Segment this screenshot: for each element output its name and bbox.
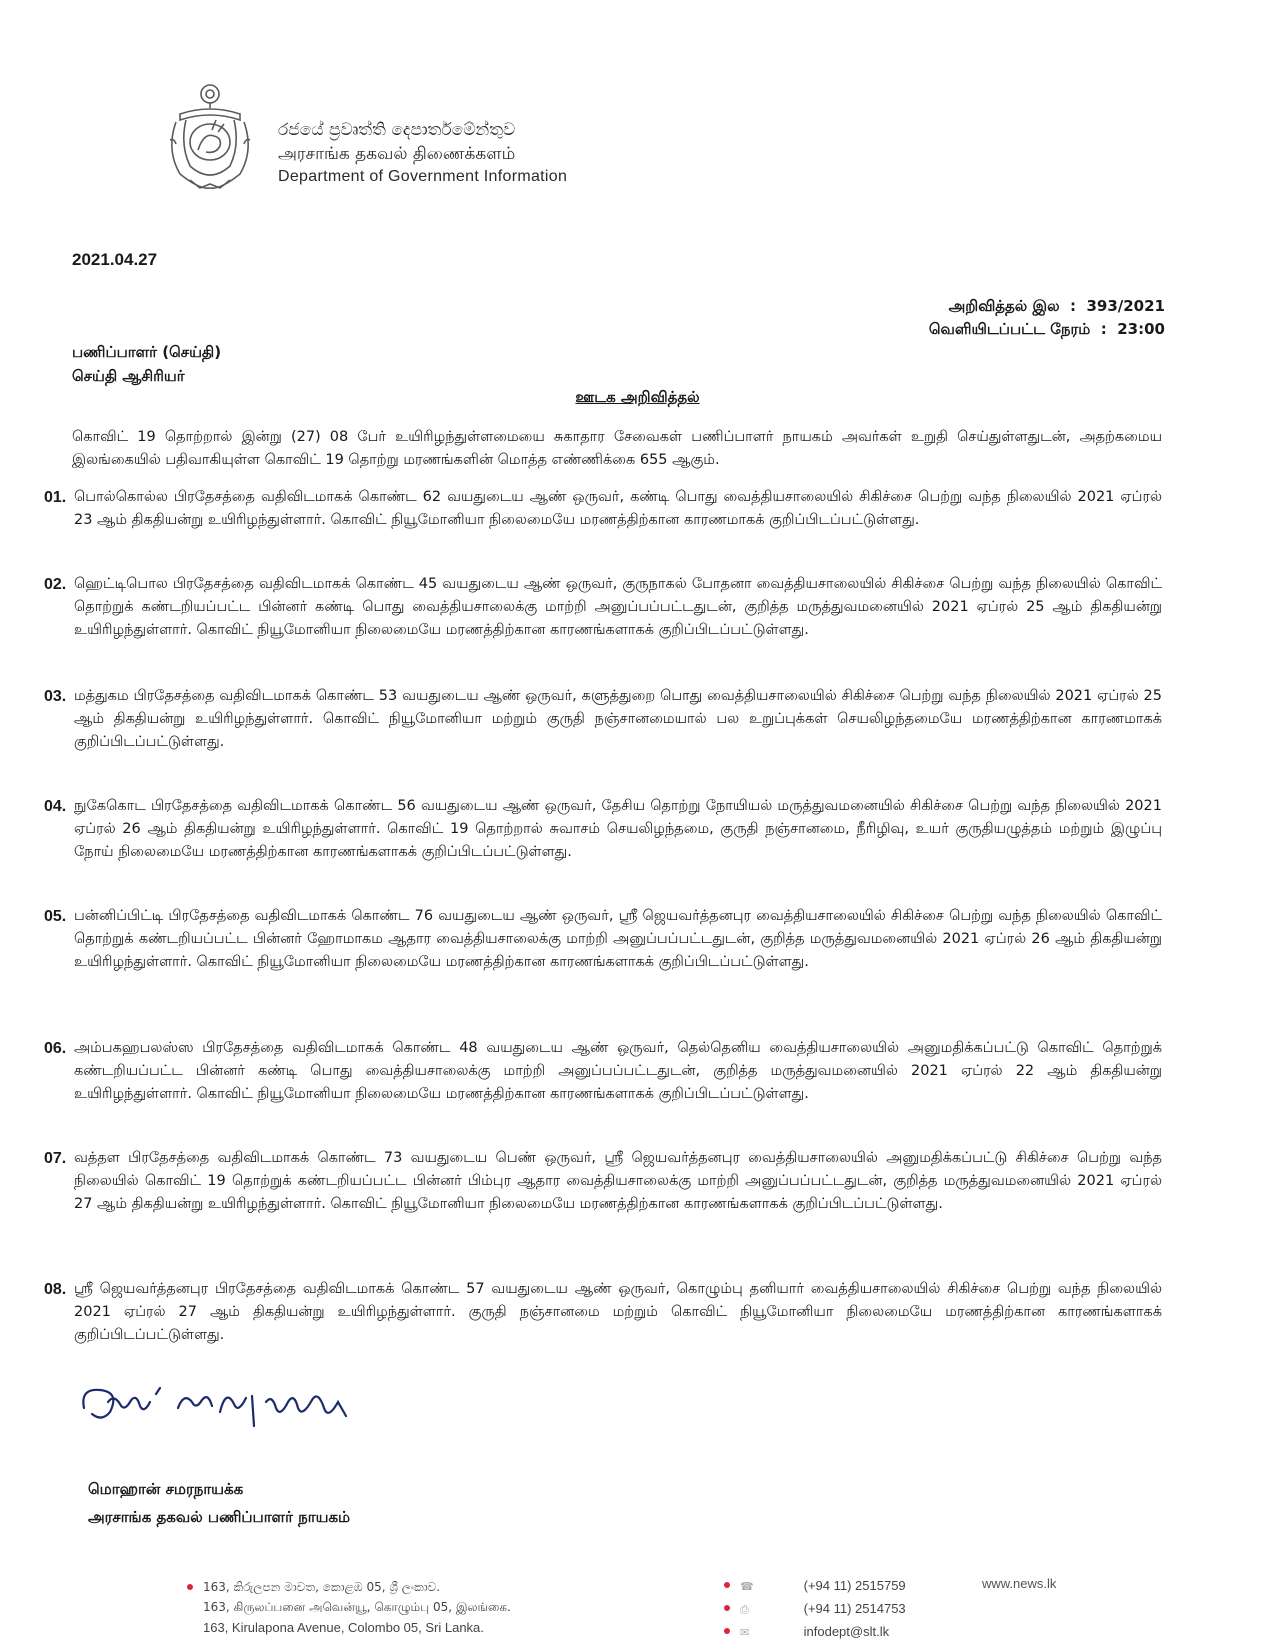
release-time bbox=[929, 320, 1165, 340]
list-item bbox=[44, 1037, 1162, 1106]
item-number: 08. bbox=[44, 1281, 67, 1298]
item-number: 06. bbox=[44, 1040, 67, 1057]
signer-name: மொஹான் சமரநாயக்க bbox=[88, 1480, 244, 1498]
sri-lanka-emblem-logo bbox=[160, 80, 260, 192]
list-item bbox=[44, 905, 1162, 974]
notice-number-separator: : bbox=[1064, 297, 1082, 315]
document-heading: ஊடக அறிவித்தல் bbox=[575, 388, 700, 406]
telephone-number: (+94 11) 2515759 bbox=[803, 1578, 906, 1593]
intro-paragraph: கொவிட் 19 தொற்றால் இன்று (27) 08 பேர் உயிரிழந்துள்ளமையை சுகாதார சேவைகள் பணிப்பாளர் நாயகம் அவர்கள் உறுதி செய்துள்ளதுடன், அதற்கமைய இலங்கையில் பதிவாகியுள்ள கொவிட் 19 தொற்று மரணங்களின் மொத்த எண்ணிக்கை 655 ஆகும். bbox=[72, 429, 1162, 468]
list-item bbox=[44, 486, 1162, 532]
email-icon: ✉ bbox=[740, 1627, 750, 1639]
notice-number-value: 393/2021 bbox=[1086, 297, 1165, 315]
item-text: ஸ்ரீ ஜெயவர்த்தனபுர பிரதேசத்தை வதிவிடமாகக் கொண்ட 57 வயதுடைய ஆண் ஒருவர், கொழும்பு தனியார் வைத்தியசாலையில் சிகிச்சை பெற்று வந்த நிலையில் 2021 ஏப்ரல் 27 ஆம் திகதியன்று உயிரிழந்துள்ளார். குருதி நஞ்சானமை மற்றும் கொவிட் நியூமோனியா நிலைமையே மரணத்திற்கான காரணங்களாகக் குறிப்பிடப்பட்டுள்ளது. bbox=[74, 1281, 1162, 1343]
item-text: மத்துகம பிரதேசத்தை வதிவிடமாகக் கொண்ட 53 வயதுடைய ஆண் ஒருவர், களுத்துறை பொது வைத்தியசாலையில் சிகிச்சை பெற்று வந்த நிலையில் 2021 ஏப்ரல் 25 ஆம் திகதியன்று உயிரிழந்துள்ளார். கொவிட் நியூமோனியா மற்றும் குருதி நஞ்சானமையால் பல உறுப்புக்கள் செயலிழந்தமையே மரணத்திற்கான காரணமாகக் குறிப்பிடப்பட்டுள்ளது. bbox=[74, 688, 1162, 750]
item-text: பொல்கொல்ல பிரதேசத்தை வதிவிடமாகக் கொண்ட 62 வயதுடைய ஆண் ஒருவர், கண்டி பொது வைத்தியசாலையில் சிகிச்சை பெற்று வந்த நிலையில் 2021 ஏப்ரல் 23 ஆம் திகதியன்று உயிரிழந்துள்ளார். கொவிட் நியூமோனியா நிலைமையே மரணத்திற்கான காரணமாகக் குறிப்பிடப்பட்டுள்ளது. bbox=[74, 489, 1162, 528]
notice-number-label: அறிவித்தல் இல bbox=[948, 297, 1060, 315]
handwritten-signature bbox=[80, 1378, 360, 1438]
website-link[interactable]: www.news.lk bbox=[982, 1576, 1057, 1591]
item-text: அம்பகஹபலஸ்ஸ பிரதேசத்தை வதிவிடமாகக் கொண்ட 48 வயதுடைய ஆண் ஒருவர், தெல்தெனிய வைத்தியசாலையில் அனுமதிக்கப்பட்டு கொவிட் தொற்றுக் கண்டறியப்பட்ட பின்னர் கண்டி பொது வைத்தியசாலைக்கு மாற்றி அனுப்பப்பட்டதுடன், குறித்த மருத்துவமனையில் 2021 ஏப்ரல் 22 ஆம் திகதியன்று உயிரிழந்துள்ளார். கொவிட் நியூமோனியா நிலைமையே மரணத்திற்கான காரணங்களாகக் குறிப்பிடப்பட்டுள்ளது. bbox=[74, 1040, 1162, 1102]
fax-icon: ⎙ bbox=[740, 1604, 749, 1616]
list-item bbox=[44, 685, 1162, 754]
footer-address-sinhala bbox=[203, 1580, 440, 1595]
header-sinhala-name: රජයේ ප්‍රවෘත්ති දෙපාර්තමේන්තුව bbox=[278, 120, 516, 140]
bullet-dot-icon bbox=[724, 1582, 730, 1588]
item-number: 05. bbox=[44, 908, 67, 925]
list-item bbox=[44, 1147, 1162, 1216]
bullet-dot-icon bbox=[187, 1584, 193, 1590]
release-time-separator: : bbox=[1095, 320, 1113, 338]
addressee-line-1: பணிப்பாளர் (செய்தி) bbox=[72, 343, 222, 361]
notice-number bbox=[949, 297, 1165, 317]
contact-email bbox=[740, 1624, 889, 1639]
addressee-line-2: செய்தி ஆசிரியர் bbox=[72, 367, 185, 385]
footer-address-sinhala-text: 163, කිරුලපන මාවත, කොළඹ 05, ශ්‍රී ලංකාව. bbox=[203, 1580, 441, 1594]
signer-title: அரசாங்க தகவல் பணிப்பாளர் நாயகம் bbox=[88, 1508, 351, 1526]
footer-address-english: 163, Kirulapona Avenue, Colombo 05, Sri Lanka. bbox=[203, 1620, 484, 1635]
bullet-dot-icon bbox=[724, 1605, 730, 1611]
header-english-name: Department of Government Information bbox=[278, 168, 568, 185]
item-number: 03. bbox=[44, 688, 67, 705]
item-text: நுகேகொட பிரதேசத்தை வதிவிடமாகக் கொண்ட 56 வயதுடைய ஆண் ஒருவர், தேசிய தொற்று நோயியல் மருத்துவமனையில் சிகிச்சை பெற்று வந்த நிலையில் 2021 ஏப்ரல் 26 ஆம் திகதியன்று உயிரிழந்துள்ளார். கொவிட் 19 தொற்றால் சுவாசம் செயலிழந்தமை, குருதி நஞ்சானமை, நீரிழிவு, உயர் குருதியழுத்தம் மற்றும் இழுப்பு நோய் நிலைமையே மரணத்திற்கான காரணங்களாகக் குறிப்பிடப்பட்டுள்ளது. bbox=[74, 798, 1162, 860]
list-item bbox=[44, 795, 1162, 864]
bullet-dot-icon bbox=[724, 1628, 730, 1634]
item-text: வத்தள பிரதேசத்தை வதிவிடமாகக் கொண்ட 73 வயதுடைய பெண் ஒருவர், ஸ்ரீ ஜெயவர்த்தனபுர வைத்தியசாலையில் அனுமதிக்கப்பட்டு சிகிச்சை பெற்று வந்த நிலையில் கொவிட் 19 தொற்றுக் கண்டறியப்பட்ட பின்னர் பிம்புர ஆதார வைத்தியசாலைக்கு மாற்றி அனுப்பப்பட்டதுடன், குறித்த மருத்துவமனையில் 2021 ஏப்ரல் 27 ஆம் திகதியன்று உயிரிழந்துள்ளார். கொவிட் நியூமோனியா நிலைமையே மரணத்திற்கான காரணங்களாகக் குறிப்பிடப்பட்டுள்ளது. bbox=[74, 1150, 1162, 1212]
item-number: 04. bbox=[44, 798, 67, 815]
release-time-value: 23:00 bbox=[1117, 320, 1165, 338]
release-time-label: வெளியிடப்பட்ட நேரம் bbox=[928, 320, 1091, 338]
fax-number: (+94 11) 2514753 bbox=[803, 1601, 906, 1616]
list-item bbox=[44, 573, 1162, 642]
email-address: infodept@slt.lk bbox=[803, 1624, 890, 1639]
contact-fax bbox=[740, 1601, 906, 1617]
item-number: 07. bbox=[44, 1150, 67, 1167]
footer-address-tamil: 163, கிருலப்பனை அவென்யூ, கொழும்பு 05, இலங்கை. bbox=[203, 1600, 511, 1614]
phone-icon: ☎ bbox=[740, 1581, 754, 1593]
list-item bbox=[44, 1278, 1162, 1347]
item-number: 02. bbox=[44, 576, 67, 593]
header-tamil-name: அரசாங்க தகவல் திணைக்களம் bbox=[278, 144, 516, 164]
item-text: ஹெட்டிபொல பிரதேசத்தை வதிவிடமாகக் கொண்ட 45 வயதுடைய ஆண் ஒருவர், குருநாகல் போதனா வைத்தியசாலையில் சிகிச்சை பெற்று வந்த நிலையில் கொவிட் தொற்றுக் கண்டறியப்பட்ட பின்னர் கண்டி பொது வைத்தியசாலைக்கு மாற்றி அனுப்பப்பட்டதுடன், குறித்த மருத்துவமனையில் 2021 ஏப்ரல் 25 ஆம் திகதியன்று உயிரிழந்துள்ளார். கொவிட் நியூமோனியா நிலைமையே மரணத்திற்கான காரணங்களாகக் குறிப்பிடப்பட்டுள்ளது. bbox=[74, 576, 1162, 638]
item-number: 01. bbox=[44, 489, 67, 506]
item-text: பன்னிப்பிட்டி பிரதேசத்தை வதிவிடமாகக் கொண்ட 76 வயதுடைய ஆண் ஒருவர், ஸ்ரீ ஜெயவர்த்தனபுர வைத்தியசாலையில் சிகிச்சை பெற்று வந்த நிலையில் கொவிட் தொற்றுக் கண்டறியப்பட்ட பின்னர் ஹோமாகம ஆதார வைத்தியசாலைக்கு மாற்றி அனுப்பப்பட்டதுடன், குறித்த மருத்துவமனையில் 2021 ஏப்ரல் 26 ஆம் திகதியன்று உயிரிழந்துள்ளார். கொவிட் நியூமோனியா நிலைமையே மரணத்திற்கான காரணங்களாகக் குறிப்பிடப்பட்டுள்ளது. bbox=[74, 908, 1162, 970]
document-date: 2021.04.27 bbox=[72, 250, 158, 269]
contact-telephone bbox=[740, 1578, 906, 1593]
